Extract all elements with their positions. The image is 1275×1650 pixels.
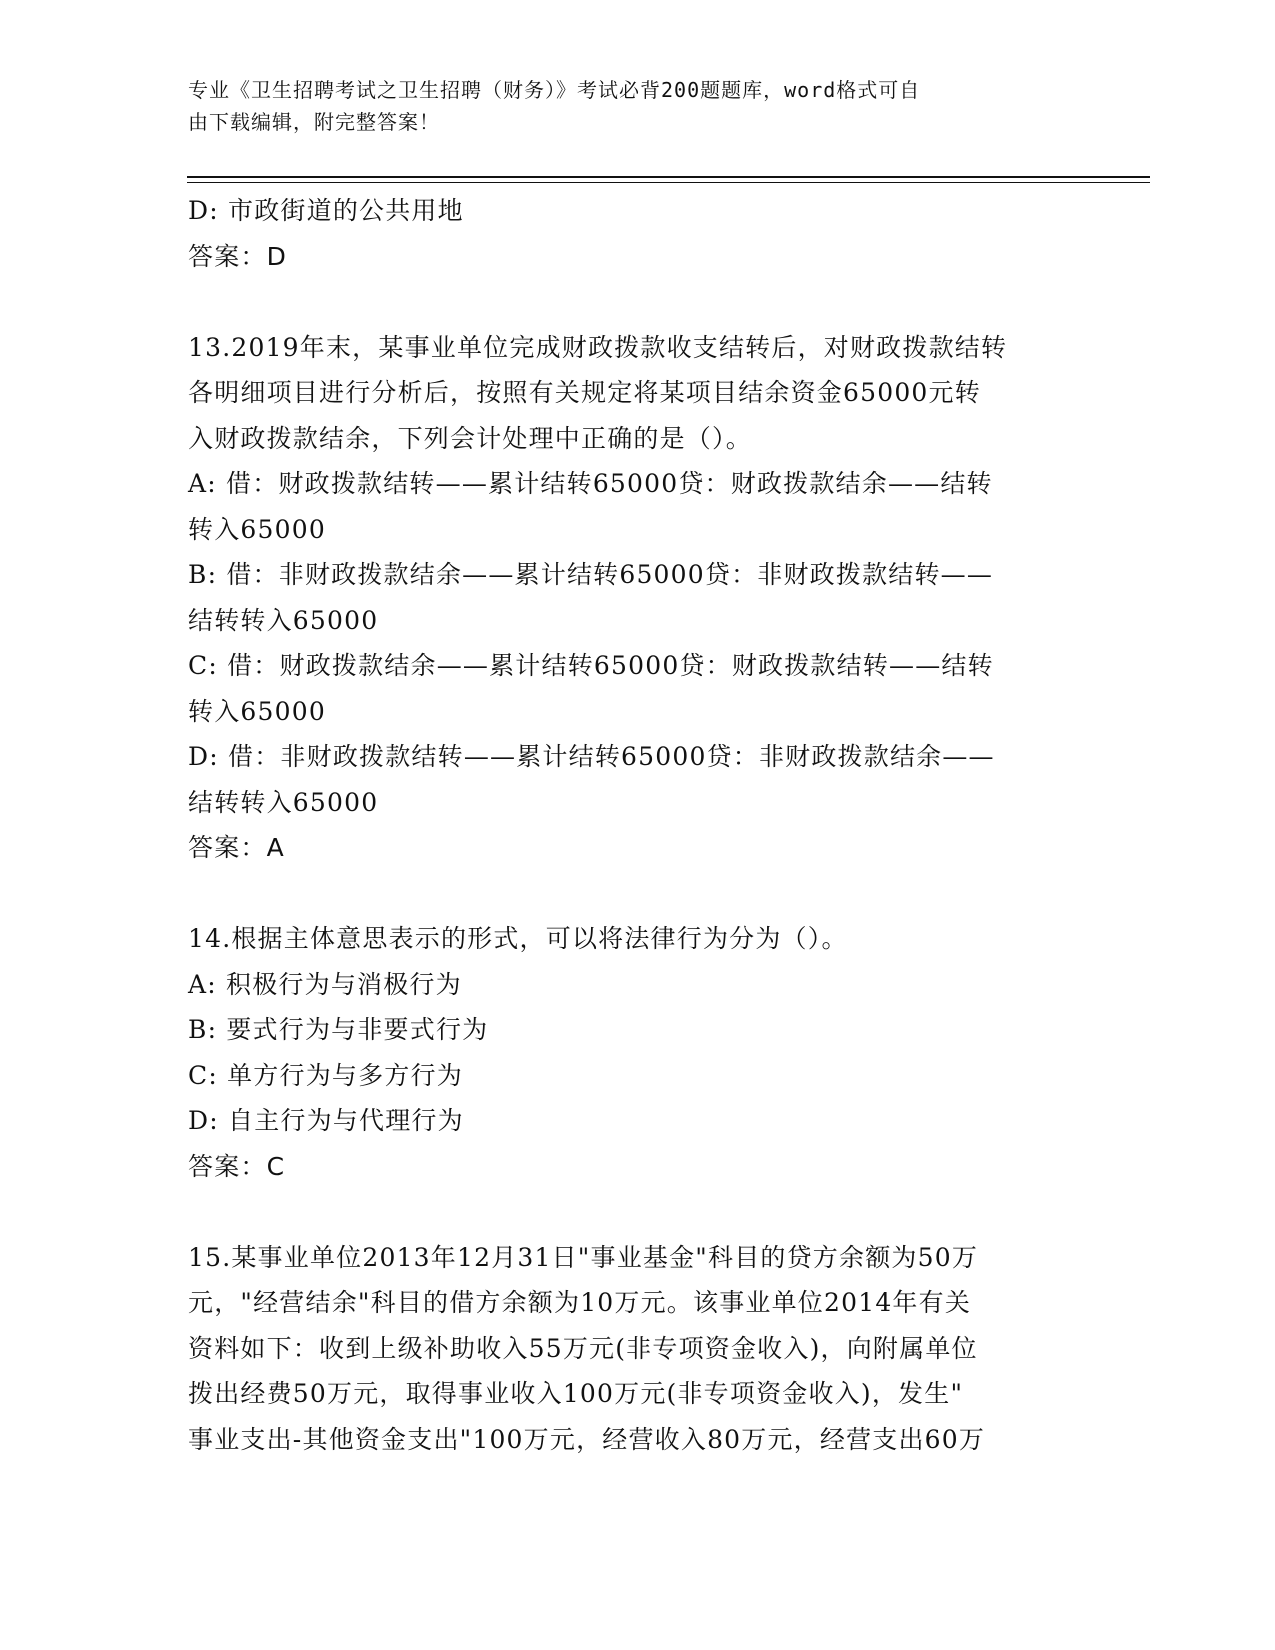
q13-stem-line: 各明细项目进行分析后，按照有关规定将某项目结余资金65000元转: [188, 378, 981, 407]
q12-option-d: D: 市政街道的公共用地: [188, 196, 464, 225]
q13-stem-line: 入财政拨款结余，下列会计处理中正确的是（）。: [188, 423, 752, 453]
page-header: [188, 74, 1068, 138]
q14-options: [188, 962, 1088, 1144]
spacer: [188, 279, 1088, 325]
q13-option-d: D: 借：非财政拨款结转——累计结转65000贷：非财政拨款结余——: [188, 742, 995, 771]
header-title-line-1: 专业《卫生招聘考试之卫生招聘（财务）》考试必背200题题库，word格式可自: [188, 78, 921, 102]
spacer: [188, 1189, 1088, 1235]
q15-stem-line: 15.某事业单位2013年12月31日"事业基金"科目的贷方余额为50万: [188, 1242, 979, 1272]
q14-stem: 14.根据主体意思表示的形式，可以将法律行为分为（）。: [188, 924, 848, 953]
header-title-line-2: 由下载编辑，附完整答案！: [188, 110, 440, 134]
q13-option-c: C: 借：财政拨款结余——累计结转65000贷：财政拨款结转——结转: [188, 651, 994, 680]
q15-stem: [188, 1235, 1088, 1463]
q15-stem-line: 资料如下：收到上级补助收入55万元(非专项资金收入)，向附属单位: [188, 1333, 978, 1363]
q13-option-a: A: 借：财政拨款结转——累计结转65000贷：财政拨款结余——结转: [188, 469, 993, 498]
q14-option-a: A: 积极行为与消极行为: [188, 969, 462, 999]
q13-options: [188, 461, 1088, 825]
q15-stem-line: 元，"经营结余"科目的借方余额为10万元。该事业单位2014年有关: [188, 1288, 972, 1317]
q13-stem: [188, 325, 1088, 462]
q14-answer: 答案：C: [188, 1151, 286, 1181]
q13-option-d-cont: 结转转入65000: [188, 787, 379, 817]
spacer: [188, 871, 1088, 917]
q13-option-a-cont: 转入65000: [188, 514, 326, 544]
q14-option-b: B: 要式行为与非要式行为: [188, 1015, 489, 1044]
q14-option-c: C: 单方行为与多方行为: [188, 1060, 463, 1090]
q13-option-c-cont: 转入65000: [188, 696, 326, 726]
q13-option-b-cont: 结转转入65000: [188, 605, 379, 635]
q15-stem-line: 事业支出-其他资金支出"100万元，经营收入80万元，经营支出60万: [188, 1424, 986, 1454]
header-divider-thin: [187, 182, 1150, 183]
header-divider-thick: [187, 176, 1150, 178]
q13-stem-line: 13.2019年末，某事业单位完成财政拨款收支结转后，对财政拨款结转: [188, 332, 1008, 362]
q12-answer: 答案：D: [188, 241, 288, 271]
question-content: [188, 188, 1088, 1462]
q13-answer: 答案：A: [188, 833, 285, 862]
q14-option-d: D: 自主行为与代理行为: [188, 1106, 464, 1135]
q15-stem-line: 拨出经费50万元，取得事业收入100万元(非专项资金收入)，发生": [188, 1379, 964, 1408]
q13-option-b: B: 借：非财政拨款结余——累计结转65000贷：非财政拨款结转——: [188, 560, 994, 589]
